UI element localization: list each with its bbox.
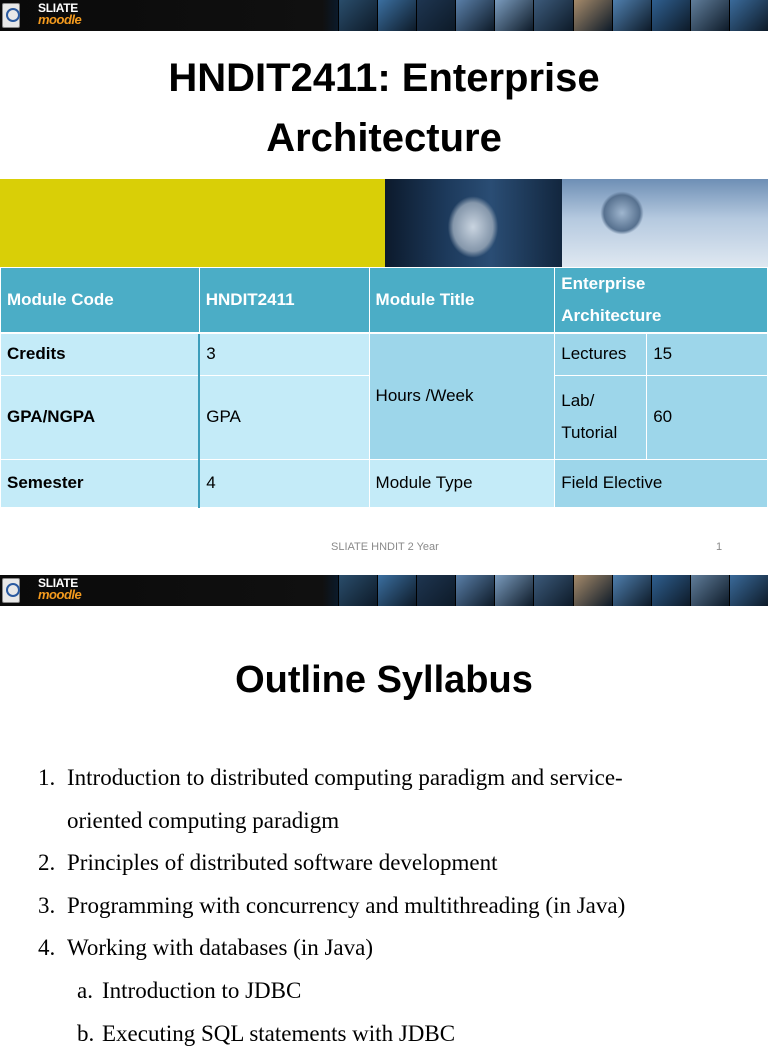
lab-value: 60: [647, 375, 768, 459]
lab-tutorial-label: [555, 375, 647, 459]
list-item-text: Introduction to distributed computing paradigm and service-: [67, 765, 623, 790]
banner-photo-tile: [729, 0, 768, 31]
slide1-title-line1: HNDIT2411: Enterprise: [168, 56, 600, 100]
yellow-color-block: [0, 179, 385, 267]
logo-line2: moodle: [38, 587, 82, 602]
banner-photo-tile: [377, 0, 416, 31]
semester-label: Semester: [1, 459, 200, 507]
globe-hand-photo: [562, 179, 768, 267]
second-banner: [0, 575, 768, 606]
table-row: [1, 333, 768, 375]
list-item-text: Executing SQL statements with JDBC: [102, 1020, 456, 1046]
banner-photo-tile: [612, 0, 651, 31]
list-item-text: Programming with concurrency and multithreading (in Java): [67, 892, 626, 918]
credits-label: Credits: [1, 333, 200, 375]
list-item-number: 4.: [38, 935, 56, 961]
list-item-text: Introduction to JDBC: [102, 977, 302, 1003]
banner-photo-tile: [612, 575, 651, 606]
banner-photo-tile: [690, 0, 729, 31]
slide-footer-text: SLIATE HNDIT 2 Year: [331, 541, 439, 553]
banner-photo-tile: [338, 0, 377, 31]
list-item: [38, 800, 738, 843]
banner-photo-tile: [494, 0, 533, 31]
lab-label-line1: Lab/: [561, 391, 595, 410]
list-item-text: oriented computing paradigm: [67, 807, 340, 833]
module-title-label: Module Title: [369, 268, 555, 334]
banner-photo-tile: [729, 575, 768, 606]
lab-label-line2: Tutorial: [561, 423, 618, 442]
slide2-title: Outline Syllabus: [235, 659, 533, 701]
slide1-title: [0, 48, 768, 168]
lectures-value: 15: [647, 333, 768, 375]
module-type-label: Module Type: [369, 459, 555, 507]
lectures-label: Lectures: [555, 333, 647, 375]
list-item-number: 2.: [38, 850, 56, 876]
banner-photo-tile: [494, 575, 533, 606]
banner-photo-strip: [338, 575, 768, 606]
logo-line1: SLIATE: [38, 1, 78, 15]
semester-value: 4: [199, 459, 369, 507]
banner-photo-tile: [416, 0, 455, 31]
module-info-table: [0, 267, 768, 508]
module-code-value: HNDIT2411: [199, 268, 369, 334]
top-banner: [0, 0, 768, 31]
banner-photo-tile: [455, 575, 494, 606]
list-item-number: a.: [77, 977, 93, 1003]
sliate-moodle-logo: [38, 2, 81, 26]
sliate-moodle-logo: [38, 577, 81, 601]
slide-page-number: 1: [716, 541, 723, 553]
banner-photo-tile: [533, 0, 572, 31]
list-item-text: Working with databases (in Java): [67, 935, 374, 961]
list-item: [38, 842, 738, 885]
gpa-label: GPA/NGPA: [1, 375, 200, 459]
module-title-value: [555, 268, 768, 334]
banner-photo-tile: [455, 0, 494, 31]
table-row: [1, 459, 768, 507]
banner-photo-tile: [651, 575, 690, 606]
banner-photo-tile: [651, 0, 690, 31]
sliate-crest-icon: [2, 3, 20, 28]
module-title-value-line2: Architecture: [561, 306, 662, 325]
list-item-number: [38, 800, 67, 843]
banner-photo-tile: [573, 575, 612, 606]
banner-photo-tile: [573, 0, 612, 31]
banner-photo-strip: [338, 0, 768, 31]
hours-week-label: Hours /Week: [369, 333, 555, 459]
banner-photo-tile: [338, 575, 377, 606]
banner-photo-tile: [416, 575, 455, 606]
logo-line1: SLIATE: [38, 576, 78, 590]
list-item-number: b.: [77, 1020, 95, 1046]
digital-head-photo: [385, 179, 562, 267]
list-item-number: 3.: [38, 892, 56, 918]
banner-photo-tile: [690, 575, 729, 606]
logo-line2: moodle: [38, 12, 82, 27]
credits-value: 3: [199, 333, 369, 375]
module-title-value-line1: Enterprise: [561, 274, 646, 293]
sliate-crest-icon: [2, 578, 20, 603]
list-item: [38, 927, 738, 970]
list-item: [38, 885, 738, 928]
list-item-number: 1.: [38, 765, 56, 790]
syllabus-list: [38, 757, 738, 1055]
list-item-text: Principles of distributed software development: [67, 850, 498, 876]
gpa-value: GPA: [199, 375, 369, 459]
banner-photo-tile: [533, 575, 572, 606]
table-header-row: [1, 268, 768, 334]
slide1-title-line2: Architecture: [266, 116, 502, 160]
list-item: [38, 970, 738, 1013]
banner-photo-tile: [377, 575, 416, 606]
module-code-label: Module Code: [1, 268, 200, 334]
list-item: [38, 1013, 738, 1055]
module-type-value: Field Elective: [555, 459, 768, 507]
list-item: [38, 757, 738, 800]
